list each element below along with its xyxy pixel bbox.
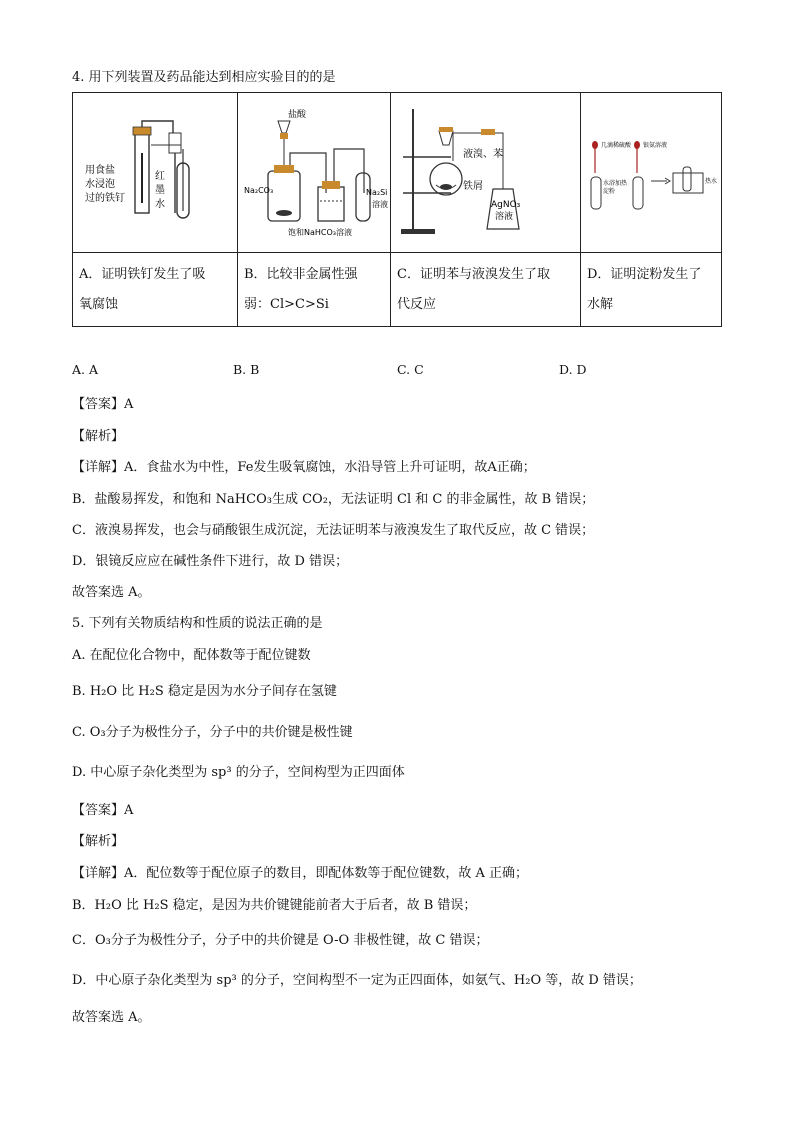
diagram-b-cell <box>238 93 391 253</box>
iron-corrosion-diagram <box>73 93 238 248</box>
label-b-acid: 盐酸 <box>288 110 307 120</box>
label-d-heat: 水浴加热 <box>603 180 628 187</box>
q4-detail-d: D．银镜反应应在碱性条件下进行，故 D 错误； <box>72 554 349 569</box>
label-b-sol: 溶液 <box>372 200 388 209</box>
label-c-agno3: AgNO₃ <box>491 200 521 210</box>
experiment-table <box>72 92 722 327</box>
diagram-c-cell <box>391 93 581 253</box>
q4-option-d: D. D <box>559 362 587 377</box>
label-b-sio3: Na₂Si <box>366 188 388 197</box>
label-d-starch: 淀粉 <box>603 188 616 195</box>
label-a-2: 水浸泡 <box>85 179 115 190</box>
label-d-dil: 几滴稀硫酸 <box>601 142 632 149</box>
q5-detail-d: D．中心原子杂化类型为 sp³ 的分子，空间构型不一定为正四面体，如氨气、H₂O 等，故 D 错误； <box>72 973 642 988</box>
label-d-hot: 热水 <box>705 178 718 185</box>
diagram-a-cell <box>73 93 238 253</box>
q4-analysis-tag: 【解析】 <box>72 429 125 444</box>
diagram-d-cell <box>581 93 722 253</box>
q4-answer: 【答案】A <box>72 397 134 412</box>
label-a-1: 用食盐 <box>85 165 115 176</box>
bromination-diagram <box>391 93 581 248</box>
question-5-title: 5. 下列有关物质结构和性质的说法正确的是 <box>72 616 323 631</box>
label-c-sol: 溶液 <box>495 212 514 222</box>
q4-option-c: C. C <box>397 362 424 377</box>
label-a-r3: 水 <box>155 199 165 210</box>
q5-answer: 【答案】A <box>72 803 134 818</box>
q5-option-d: D. 中心原子杂化类型为 sp³ 的分子，空间构型为正四面体 <box>72 765 405 780</box>
label-a-r2: 墨 <box>155 185 165 196</box>
q4-conclusion: 故答案选 A。 <box>72 585 151 600</box>
q4-detail-c: C．液溴易挥发，也会与硝酸银生成沉淀，无法证明苯与液溴发生了取代反应，故 C 错误； <box>72 523 595 538</box>
label-c-br: 液溴、苯 <box>463 149 503 160</box>
q5-conclusion: 故答案选 A。 <box>72 1010 151 1025</box>
label-a-3: 过的铁钉 <box>85 193 125 204</box>
question-4-title: 4. 用下列装置及药品能达到相应实验目的的是 <box>72 70 336 85</box>
q5-detail-b: B．H₂O 比 H₂S 稳定，是因为共价键键能前者大于后者，故 B 错误； <box>72 898 477 913</box>
q5-option-b: B. H₂O 比 H₂S 稳定是因为水分子间存在氢键 <box>72 684 337 699</box>
option-c-cell: C．证明苯与液溴发生了取 代反应 <box>391 253 581 327</box>
q5-analysis-tag: 【解析】 <box>72 834 125 849</box>
label-c-fe: 铁屑 <box>463 181 483 192</box>
q4-option-a: A. A <box>72 362 99 377</box>
q5-detail-c: C．O₃分子为极性分子，分子中的共价键是 O-O 非极性键，故 C 错误； <box>72 933 489 948</box>
acid-strength-diagram <box>238 93 391 248</box>
label-a-r1: 红 <box>155 171 165 182</box>
q4-option-b: B. B <box>233 362 260 377</box>
label-d-silver: 银氨溶液 <box>643 142 668 149</box>
option-b-cell: B．比较非金属性强 弱：Cl>C>Si <box>238 253 391 327</box>
q5-option-a: A. 在配位化合物中，配体数等于配位键数 <box>72 648 311 663</box>
option-a-cell: A．证明铁钉发生了吸 氧腐蚀 <box>73 253 238 327</box>
starch-hydrolysis-diagram <box>581 93 722 248</box>
label-b-nahco3: 饱和NaHCO₃溶液 <box>288 228 352 237</box>
option-d-cell: D．证明淀粉发生了 水解 <box>581 253 722 327</box>
q5-detail-a: 【详解】A．配位数等于配位原子的数目，即配体数等于配位键数，故 A 正确； <box>72 866 529 881</box>
label-b-na2co3: Na₂CO₃ <box>244 186 274 195</box>
q5-option-c: C. O₃分子为极性分子，分子中的共价键是极性键 <box>72 725 353 740</box>
q4-detail-a: 【详解】A．食盐水为中性，Fe发生吸氧腐蚀，水沿导管上升可证明，故A正确； <box>72 460 536 475</box>
q4-detail-b: B．盐酸易挥发，和饱和 NaHCO₃生成 CO₂，无法证明 Cl 和 C 的非金属性，故 B 错误； <box>72 492 595 507</box>
